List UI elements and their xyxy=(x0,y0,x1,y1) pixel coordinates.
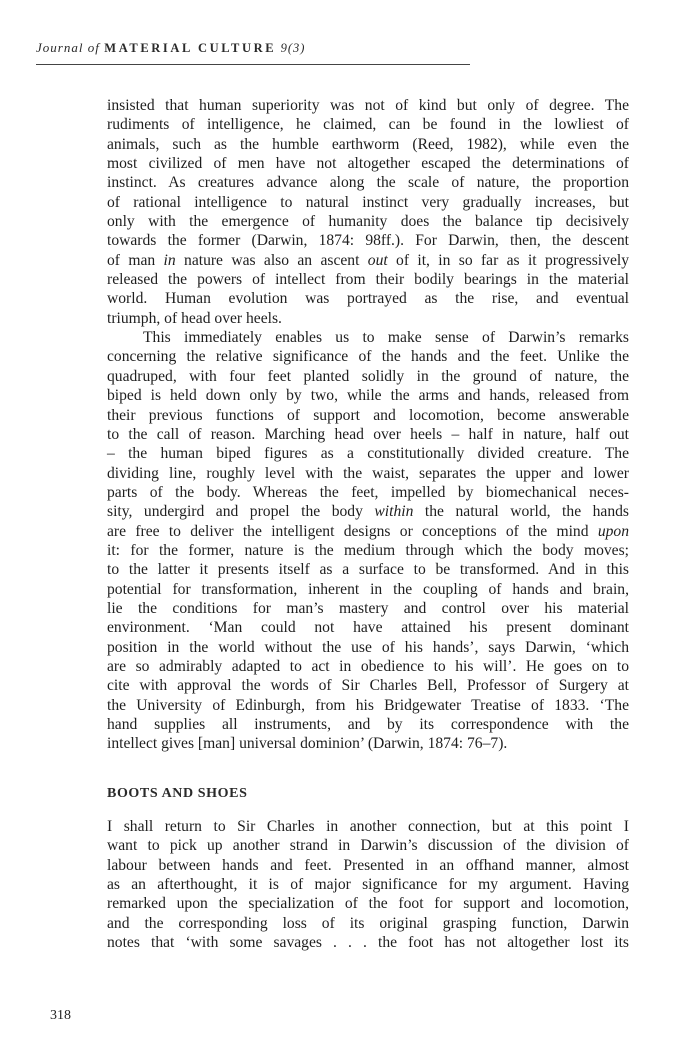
text-line: intellect gives [man] universal dominion’ (Darwin, 1874: 76–7). xyxy=(107,735,508,753)
text-line: released the powers of intellect from their bodily bearings in the material xyxy=(107,271,629,289)
text-line: animals, such as the humble earthworm (Reed, 1982), while even the xyxy=(107,135,629,153)
text-line: to the latter it presents itself as a surface to be transformed. And in this xyxy=(107,561,629,579)
text-line: remarked upon the specialization of the foot for support and locomotion, xyxy=(107,895,629,913)
text-line: notes that ‘with some savages . . . the foot has not altogether lost its xyxy=(107,934,629,952)
body-text xyxy=(107,96,629,754)
section-body xyxy=(107,817,629,952)
emphasis: within xyxy=(374,503,414,521)
text-line: I shall return to Sir Charles in another connection, but at this point I xyxy=(107,818,629,835)
text-line: are free to deliver the intelligent designs or conceptions of the mind upon xyxy=(107,522,629,540)
paragraph-1 xyxy=(107,96,629,328)
text-line: biped is held down only by two, while the arms and hands, released from xyxy=(107,387,629,405)
text-line: to the call of reason. Marching head over heels – half in nature, half out xyxy=(107,425,629,443)
text-line: towards the former (Darwin, 1874: 98ff.). For Darwin, then, the descent xyxy=(107,232,629,250)
text-line: as an afterthought, it is of major significance for my argument. Having xyxy=(107,876,629,894)
text-line: concerning the relative significance of the hands and the feet. Unlike the xyxy=(107,348,629,366)
text-line: insisted that human superiority was not of kind but only of degree. The xyxy=(107,97,629,114)
page-number: 318 xyxy=(50,1008,71,1023)
running-head xyxy=(36,40,470,56)
header-rule xyxy=(36,64,470,65)
text-line: triumph, of head over heels. xyxy=(107,309,282,327)
text-line: sity, undergird and propel the body within the natural world, the hands xyxy=(107,503,629,521)
text-line: of man in nature was also an ascent out of it, in so far as it progressively xyxy=(107,251,629,269)
section-heading: BOOTS AND SHOES xyxy=(107,786,248,801)
paragraph-2 xyxy=(107,328,629,754)
text-line: most civilized of men have not altogether escaped the determinations of xyxy=(107,155,629,173)
text-line: lie the conditions for man’s mastery and control over his material xyxy=(107,599,629,617)
text-line: quadruped, with four feet planted solidly in the ground of nature, the xyxy=(107,367,629,385)
emphasis: out xyxy=(367,251,388,269)
journal-prefix: Journal of xyxy=(36,40,100,55)
journal-issue: 9(3) xyxy=(280,41,306,55)
text-line: are so admirably adapted to act in obedience to his will’. He goes on to xyxy=(107,657,629,675)
text-line: hand supplies all instruments, and by its correspondence with the xyxy=(107,716,629,733)
text-line: want to pick up another strand in Darwin’s discussion of the division of xyxy=(107,837,629,855)
text-line: rudiments of intelligence, he claimed, can be found in the lowliest of xyxy=(107,116,629,134)
text-line: environment. ‘Man could not have attained his present dominant xyxy=(107,619,629,637)
text-line: dividing line, roughly level with the waist, separates the upper and lower xyxy=(107,464,629,482)
text-line: and the corresponding loss of its original grasping function, Darwin xyxy=(107,914,629,932)
text-line: instinct. As creatures advance along the scale of nature, the proportion xyxy=(107,174,629,192)
text-line: potential for transformation, inherent in the coupling of hands and brain, xyxy=(107,580,629,598)
text-line: it: for the former, nature is the medium through which the body moves; xyxy=(107,541,629,559)
text-line: their previous functions of support and locomotion, become answerable xyxy=(107,406,629,424)
text-line: the University of Edinburgh, from his Bridgewater Treatise of 1833. ‘The xyxy=(107,696,629,714)
text-line: world. Human evolution was portrayed as the rise, and eventual xyxy=(107,290,629,308)
emphasis: in xyxy=(163,251,176,269)
text-line: – the human biped figures as a constitutionally divided creature. The xyxy=(107,445,629,463)
paragraph-3 xyxy=(107,817,629,952)
text-line: This immediately enables us to make sense of Darwin’s remarks xyxy=(143,329,629,347)
text-line: of rational intelligence to natural instinct very gradually increases, but xyxy=(107,193,629,211)
text-line: only with the emergence of humanity does the balance tip decisively xyxy=(107,213,629,231)
journal-name: MATERIAL CULTURE xyxy=(104,41,277,55)
text-line: labour between hands and feet. Presented in an offhand manner, almost xyxy=(107,856,629,874)
emphasis: upon xyxy=(597,522,629,540)
text-line: cite with approval the words of Sir Charles Bell, Professor of Surgery at xyxy=(107,677,629,695)
text-line: parts of the body. Whereas the feet, impelled by biomechanical neces- xyxy=(107,483,629,501)
text-line: position in the world without the use of his hands’, says Darwin, ‘which xyxy=(107,638,629,656)
